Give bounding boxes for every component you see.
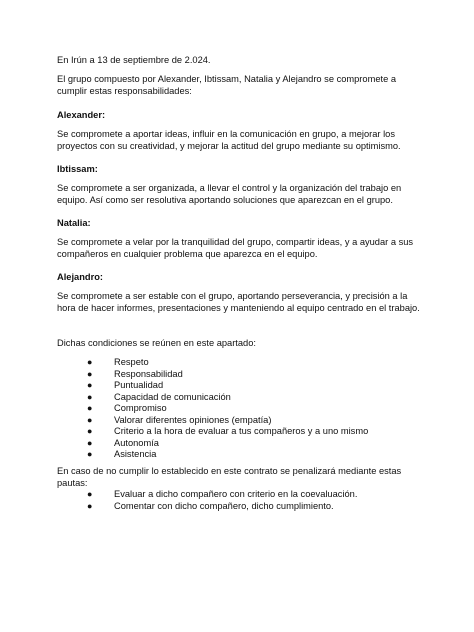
- conditions-intro: Dichas condiciones se reúnen en este apartado:: [57, 338, 256, 348]
- member-text-ibtissam: Se compromete a ser organizada, a llevar el control y la organización del trabajo en equipo. Así como ser resolutiva aportando soluciones que aparezcan en el grupo.: [57, 183, 402, 205]
- penalty-item: [57, 501, 427, 513]
- condition-text: Puntualidad: [114, 380, 164, 390]
- bullet-icon: ●: [87, 489, 93, 499]
- condition-text: Responsabilidad: [114, 368, 183, 379]
- condition-item: [57, 438, 427, 450]
- penalty-intro: En caso de no cumplir lo establecido en este contrato se penalizará mediante estas pautas:: [57, 466, 402, 488]
- condition-text: Capacidad de comunicación: [114, 391, 231, 402]
- member-name-alexander: Alexander:: [57, 110, 106, 120]
- bullet-icon: ●: [87, 414, 93, 425]
- bullet-icon: ●: [87, 391, 93, 402]
- penalty-item: [57, 489, 427, 501]
- intro-paragraph: El grupo compuesto por Alexander, Ibtissam, Natalia y Alejandro se compromete a cumplir estas responsabilidades:: [57, 74, 396, 96]
- condition-item: [57, 403, 427, 415]
- conditions-list: [57, 357, 427, 461]
- condition-item: [57, 392, 427, 404]
- condition-item: [57, 357, 427, 369]
- penalties-list: [57, 489, 427, 512]
- member-name-ibtissam: Ibtissam:: [57, 164, 98, 174]
- condition-text: Compromiso: [114, 403, 167, 413]
- penalty-text: Evaluar a dicho compañero con criterio en la coevaluación.: [114, 489, 358, 499]
- member-name-alejandro: Alejandro:: [57, 272, 103, 282]
- date-line: En Irún a 13 de septiembre de 2.024.: [57, 55, 211, 65]
- condition-text: Criterio a la hora de evaluar a tus compañeros y a uno mismo: [114, 426, 369, 436]
- condition-text: Asistencia: [114, 449, 157, 459]
- condition-text: Respeto: [114, 357, 149, 367]
- bullet-icon: ●: [87, 426, 93, 436]
- condition-text: Autonomía: [114, 437, 159, 448]
- condition-item: [57, 426, 427, 438]
- member-text-natalia: Se compromete a velar por la tranquilidad del grupo, compartir ideas, y a ayudar a sus compañeros en cualquier problema que aparezca en el equipo.: [57, 237, 414, 259]
- penalty-text: Comentar con dicho compañero, dicho cumplimiento.: [114, 500, 334, 511]
- condition-item: [57, 415, 427, 427]
- bullet-icon: ●: [87, 437, 93, 448]
- condition-item: [57, 380, 427, 392]
- bullet-icon: ●: [87, 500, 93, 511]
- member-text-alexander: Se compromete a aportar ideas, influir en la comunicación en grupo, a mejorar los proyectos con su creatividad, y mejorar la actitud del grupo mediante su optimismo.: [57, 129, 401, 151]
- bullet-icon: ●: [87, 403, 93, 413]
- member-text-alejandro: Se compromete a ser estable con el grupo, aportando perseverancia, y precisión a la hora de hacer informes, presentaciones y manteniendo al equipo centrado en el trabajo.: [57, 291, 420, 313]
- bullet-icon: ●: [87, 368, 93, 379]
- condition-item: [57, 369, 427, 381]
- bullet-icon: ●: [87, 449, 93, 459]
- condition-item: [57, 449, 427, 461]
- bullet-icon: ●: [87, 357, 93, 367]
- bullet-icon: ●: [87, 380, 93, 390]
- condition-text: Valorar diferentes opiniones (empatía): [114, 414, 272, 425]
- member-name-natalia: Natalia:: [57, 218, 91, 228]
